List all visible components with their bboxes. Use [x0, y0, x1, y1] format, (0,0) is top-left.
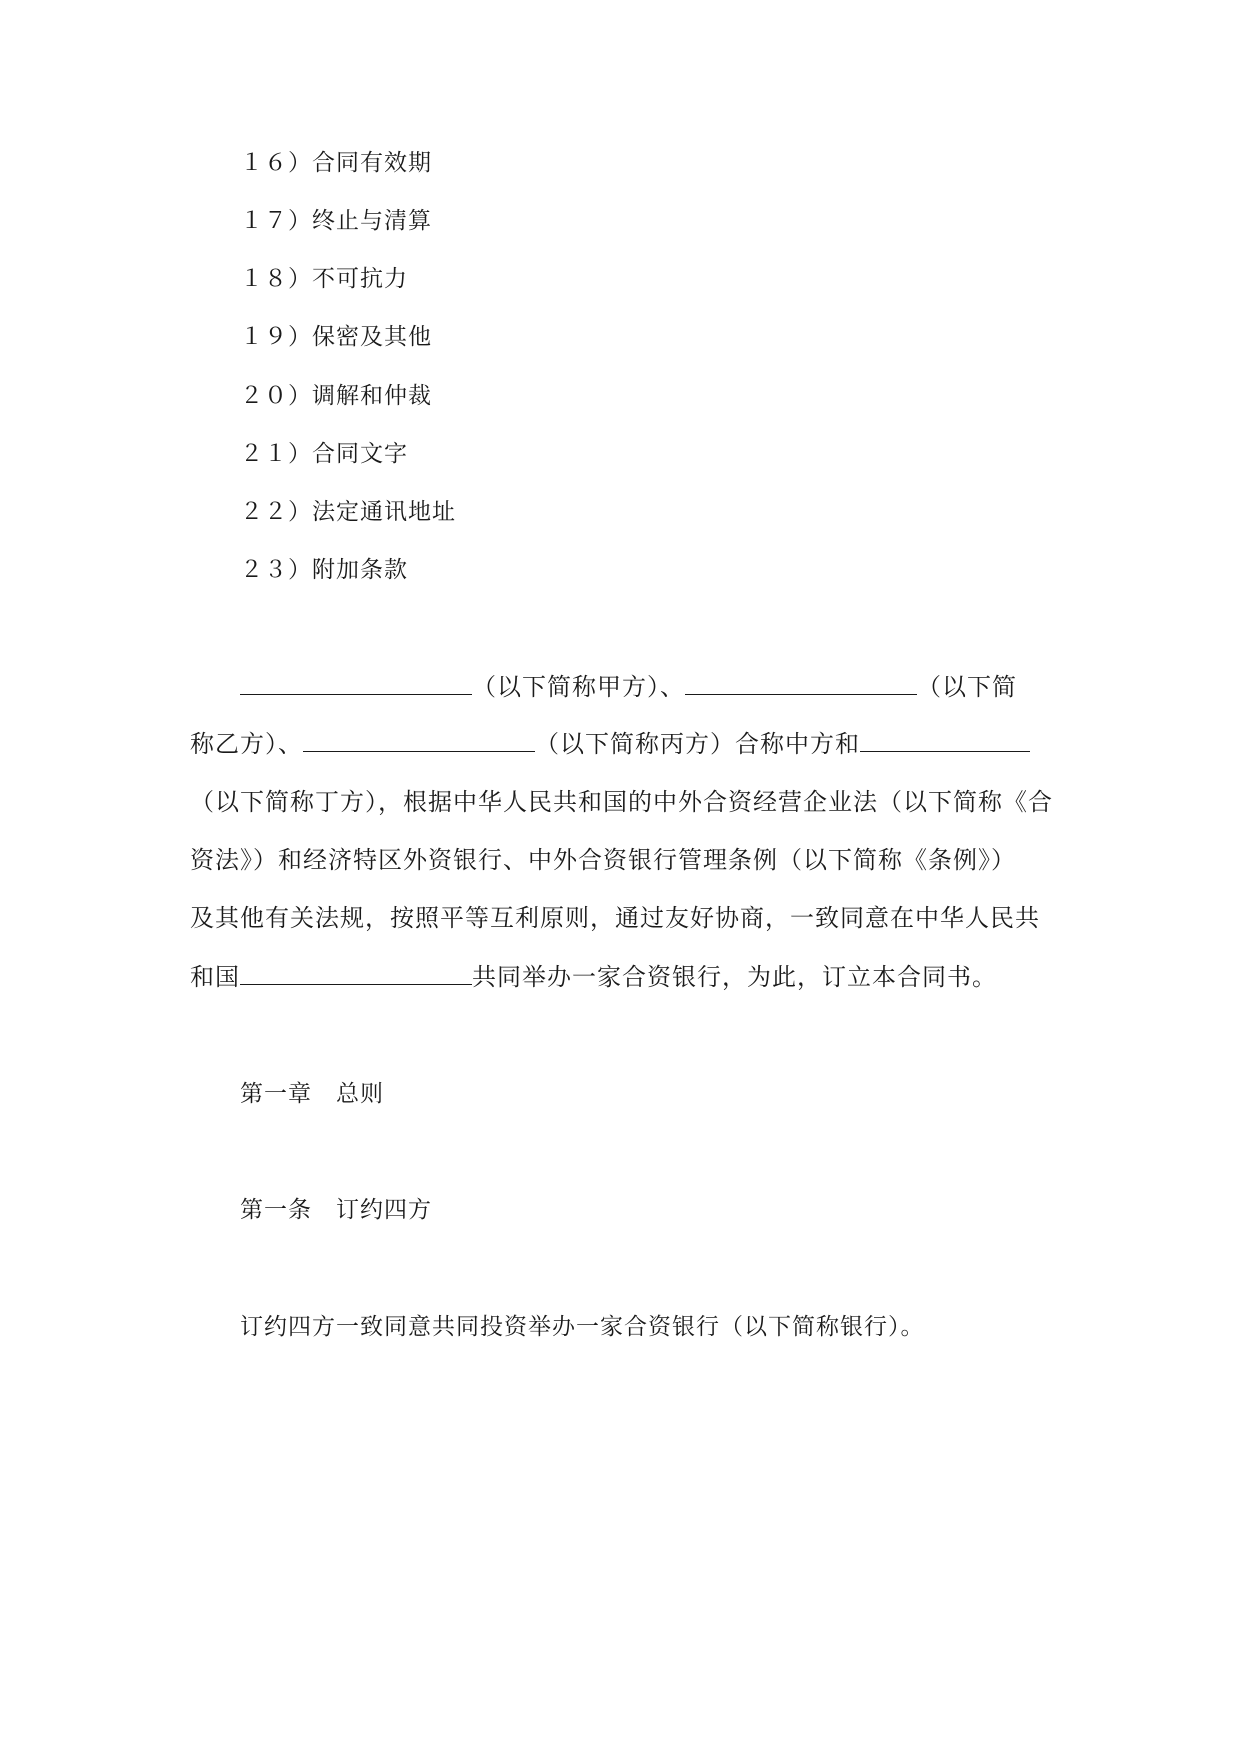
list-item [240, 439, 408, 469]
item-text: 不可抗力 [312, 266, 408, 292]
party-c-blank [303, 729, 535, 752]
chapter-label: 第一章 [240, 1081, 312, 1107]
preamble-line [240, 672, 1100, 702]
list-item [240, 497, 456, 527]
item-number: １８） [240, 266, 312, 292]
preamble-text: 和国 [190, 963, 240, 991]
preamble-line [190, 845, 1050, 875]
chapter-heading [240, 1079, 384, 1109]
preamble-text: 称乙方）、 [190, 730, 303, 758]
item-text: 调解和仲裁 [312, 383, 432, 409]
preamble-text: 共同举办一家合资银行，为此，订立本合同书。 [472, 963, 997, 991]
article-label: 第一条 [240, 1197, 312, 1223]
item-number: ２２） [240, 499, 312, 525]
preamble-line [190, 903, 1050, 933]
preamble-text: （以下简称丁方），根据中华人民共和国的中外合资经营企业法（以下简称《合 [190, 788, 1053, 816]
item-text: 合同文字 [312, 441, 408, 467]
item-number: ２１） [240, 441, 312, 467]
preamble-text: （以下简称甲方）、 [472, 673, 685, 701]
item-number: １６） [240, 150, 312, 176]
item-text: 法定通讯地址 [312, 499, 456, 525]
location-blank [240, 962, 472, 985]
item-text: 附加条款 [312, 557, 408, 583]
preamble-text: 及其他有关法规，按照平等互利原则，通过友好协商，一致同意在中华人民共 [190, 904, 1040, 932]
list-item [240, 264, 408, 294]
party-b-blank [685, 672, 917, 695]
preamble-line [190, 787, 1053, 817]
item-number: １７） [240, 208, 312, 234]
article-title: 订约四方 [336, 1197, 432, 1223]
preamble-text: 资法》）和经济特区外资银行、中外合资银行管理条例（以下简称《条例》） [190, 846, 1016, 874]
party-d-blank [860, 729, 1030, 752]
preamble-line [190, 962, 1050, 992]
chapter-title: 总则 [336, 1081, 384, 1107]
preamble-text: （以下简称丙方）合称中方和 [535, 730, 860, 758]
list-item [240, 555, 408, 585]
list-item [240, 206, 432, 236]
list-item [240, 322, 432, 352]
preamble-line [190, 729, 1050, 759]
article-heading [240, 1195, 432, 1225]
list-item [240, 148, 432, 178]
item-number: ２０） [240, 383, 312, 409]
article-text [240, 1312, 925, 1342]
item-number: ２３） [240, 557, 312, 583]
item-text: 终止与清算 [312, 208, 432, 234]
article-body: 订约四方一致同意共同投资举办一家合资银行（以下简称银行）。 [240, 1314, 925, 1340]
party-a-blank [240, 672, 472, 695]
list-item [240, 381, 432, 411]
item-number: １９） [240, 324, 312, 350]
item-text: 合同有效期 [312, 150, 432, 176]
item-text: 保密及其他 [312, 324, 432, 350]
preamble-text: （以下简 [917, 673, 1017, 701]
